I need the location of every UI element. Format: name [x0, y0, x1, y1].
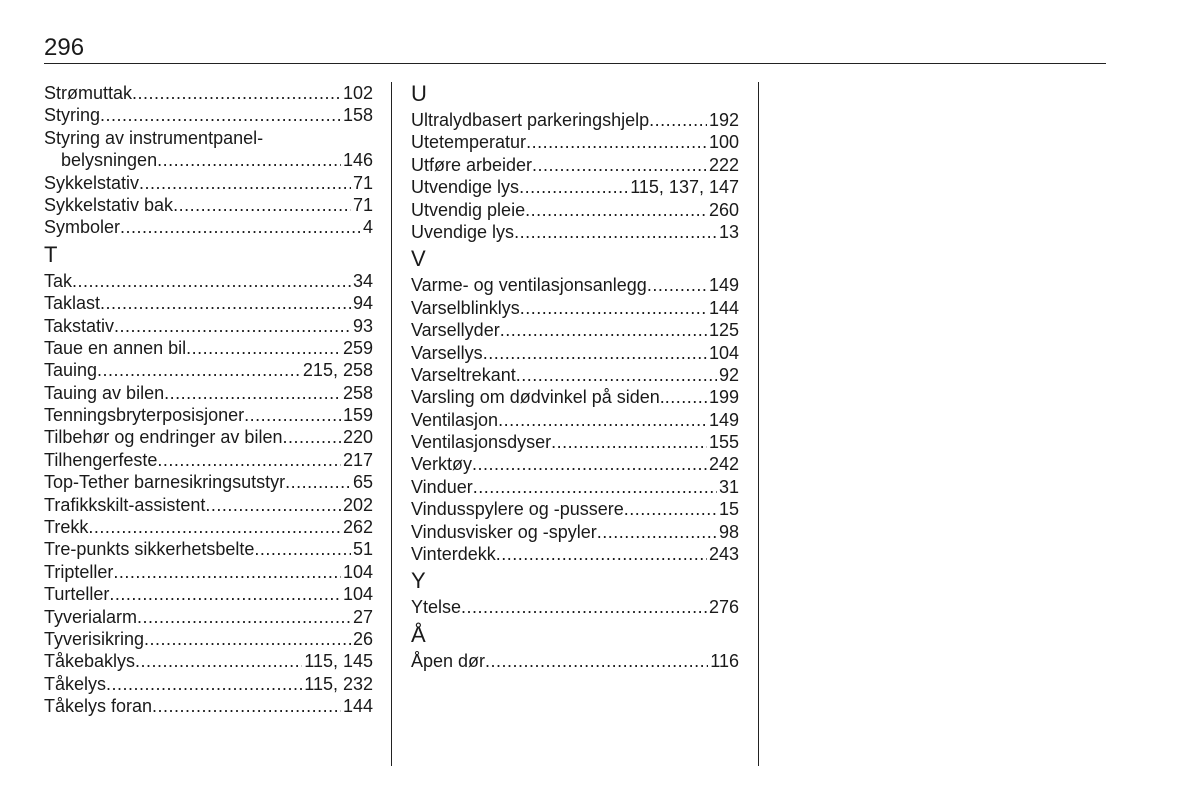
index-column-left	[44, 82, 373, 718]
section-letter-aa: Å	[411, 621, 426, 647]
section-letter-y: Y	[411, 568, 426, 594]
index-entry: Tak ..... 34	[44, 270, 373, 292]
index-entry: Tåkelys foran ..... 144	[44, 695, 373, 717]
t-entries	[44, 270, 373, 718]
index-entry: Åpen dør ..... 116	[411, 650, 739, 672]
index-entry: Strømuttak ..... 102	[44, 82, 373, 104]
index-entry: Vinduer ..... 31	[411, 476, 739, 498]
index-entry: Tenningsbryterposisjoner ..... 159	[44, 404, 373, 426]
index-entry: Varme- og ventilasjonsanlegg ..... 149	[411, 274, 739, 296]
index-entry: Utføre arbeider ..... 222	[411, 154, 739, 176]
index-entry: Ultralydbasert parkeringshjelp ..... 192	[411, 109, 739, 131]
index-entry: Ventilasjon ..... 149	[411, 409, 739, 431]
index-entry: Utvendige lys ..... 115, 137, 147	[411, 176, 739, 198]
index-entry: Vindusspylere og -pussere ..... 15	[411, 498, 739, 520]
aa-entries	[411, 650, 739, 672]
section-letter-t: T	[44, 241, 58, 267]
index-entry: Sykkelstativ ..... 71	[44, 172, 373, 194]
index-entry: Varselblinklys ..... 144	[411, 297, 739, 319]
index-entry: Utetemperatur ..... 100	[411, 131, 739, 153]
index-entry: Turteller ..... 104	[44, 583, 373, 605]
index-entry: Ytelse ..... 276	[411, 596, 739, 618]
v-entries	[411, 274, 739, 565]
index-entry: Tauing ..... 215, 258	[44, 359, 373, 381]
u-entries	[411, 109, 739, 243]
index-entry: Tre-punkts sikkerhetsbelte ..... 51	[44, 538, 373, 560]
index-entry: Sykkelstativ bak ..... 71	[44, 194, 373, 216]
index-entry: Taue en annen bil ..... 259	[44, 337, 373, 359]
index-entry: Tyverialarm ..... 27	[44, 606, 373, 628]
index-entry: Tåkebaklys ..... 115, 145	[44, 650, 373, 672]
header-rule	[44, 63, 1106, 64]
index-entry: Tauing av bilen ..... 258	[44, 382, 373, 404]
index-column-middle	[411, 82, 739, 672]
column-divider-left	[391, 82, 392, 766]
index-entry: Tyverisikring ..... 26	[44, 628, 373, 650]
index-entry: Tåkelys ..... 115, 232	[44, 673, 373, 695]
index-entry: Ventilasjonsdyser ..... 155	[411, 431, 739, 453]
index-entry: Taklast ..... 94	[44, 292, 373, 314]
index-entry: Top-Tether barnesikringsutstyr ..... 65	[44, 471, 373, 493]
index-entry: Trafikkskilt-assistent ..... 202	[44, 494, 373, 516]
section-letter-u: U	[411, 81, 427, 106]
index-entry: Varsling om dødvinkel på siden. ..... 199	[411, 386, 739, 408]
y-entries	[411, 596, 739, 618]
index-entry: Varsellyder ..... 125	[411, 319, 739, 341]
index-entry: Varsellys ..... 104	[411, 342, 739, 364]
index-entry: Styring ..... 158	[44, 104, 373, 126]
index-entry: Utvendig pleie ..... 260	[411, 199, 739, 221]
index-entry: Tripteller ..... 104	[44, 561, 373, 583]
index-entry: Vindusvisker og -spyler ..... 98	[411, 521, 739, 543]
index-entry: Trekk ..... 262	[44, 516, 373, 538]
column-divider-right	[758, 82, 759, 766]
index-entry-headword: Styring av instrumentpanel-	[44, 127, 264, 148]
section-letter-v: V	[411, 246, 426, 272]
index-entry: Tilhengerfeste ..... 217	[44, 449, 373, 471]
index-entry: Takstativ ..... 93	[44, 315, 373, 337]
index-entry-continuation: belysningen ..... 146	[44, 149, 373, 171]
index-entry: Varseltrekant ..... 92	[411, 364, 739, 386]
index-entry: Vinterdekk ..... 243	[411, 543, 739, 565]
index-entry: Symboler ..... 4	[44, 216, 373, 238]
index-entry: Uvendige lys ..... 13	[411, 221, 739, 243]
index-entry: Tilbehør og endringer av bilen ..... 220	[44, 426, 373, 448]
page-number: 296	[44, 34, 85, 61]
index-entry: Verktøy ..... 242	[411, 453, 739, 475]
